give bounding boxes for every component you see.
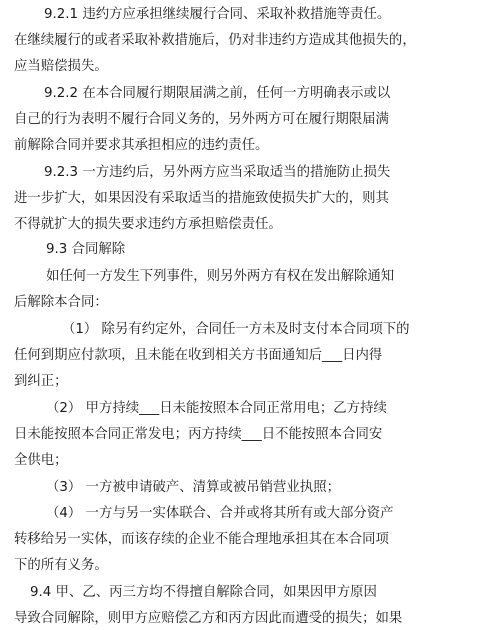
item-1-line-2: 任何到期应付款项，且未能在收到相关方书面通知后___日内得 — [14, 348, 383, 363]
clause-9-2-1-line-2: 在继续履行的或者采取补救措施后，仍对非违约方造成其他损失的， — [14, 33, 416, 48]
clause-9-3-intro-line-1: 如任何一方发生下列事件，则另外两方有权在发出解除通知 — [46, 269, 395, 284]
clause-9-4-line-2: 导致合同解除，则甲方应赔偿乙方和丙方因此而遭受的损失；如果 — [14, 611, 403, 626]
clause-9-2-2-line-3: 前解除合同并要求其承担相应的违约责任。 — [14, 138, 269, 153]
clause-9-2-1-line-3: 应当赔偿损失。 — [14, 59, 108, 74]
item-2-line-2: 日未能按照本合同正常发电；丙方持续___日不能按照本合同安 — [14, 427, 383, 442]
clause-9-4-line-1: 9.4 甲、乙、丙三方均不得擅自解除合同，如果因甲方原因 — [30, 585, 377, 600]
item-1-line-3: 到纠正； — [14, 374, 68, 389]
clause-9-2-2-line-2: 自己的行为表明不履行合同义务的，另外两方可在履行期限届满 — [14, 112, 389, 127]
item-2-line-3: 全供电； — [14, 453, 68, 468]
clause-9-2-1-line-1: 9.2.1 违约方应承担继续履行合同、采取补救措施等责任。 — [44, 7, 391, 22]
clause-9-2-3-line-1: 9.2.3 一方违约后，另外两方应当采取适当的措施防止损失 — [44, 165, 391, 180]
item-4-line-2: 转移给另一实体，而该存续的企业不能合理地承担其在本合同项 — [14, 532, 389, 547]
item-4-line-3: 下的所有义务。 — [14, 558, 108, 573]
clause-9-2-3-line-2: 进一步扩大，如果因没有采取适当的措施致使损失扩大的，则其 — [14, 191, 389, 206]
item-3-line-1: （3） 一方被申请破产、清算或被吊销营业执照； — [46, 480, 340, 495]
clause-9-2-3-line-3: 不得就扩大的损失要求违约方承担赔偿责任。 — [14, 217, 282, 232]
clause-9-3-intro-line-2: 后解除本合同： — [14, 295, 108, 310]
item-1-line-1: （1） 除另有约定外，合同任一方未及时支付本合同项下的 — [62, 322, 410, 337]
section-9-3-heading: 9.3 合同解除 — [46, 242, 126, 257]
clause-9-2-2-line-1: 9.2.2 在本合同履行期限届满之前，任何一方明确表示或以 — [44, 86, 391, 101]
item-4-line-1: （4） 一方与另一实体联合、合并或将其所有或大部分资产 — [46, 506, 394, 521]
item-2-line-1: （2） 甲方持续___日未能按照本合同正常用电；乙方持续 — [46, 401, 387, 416]
